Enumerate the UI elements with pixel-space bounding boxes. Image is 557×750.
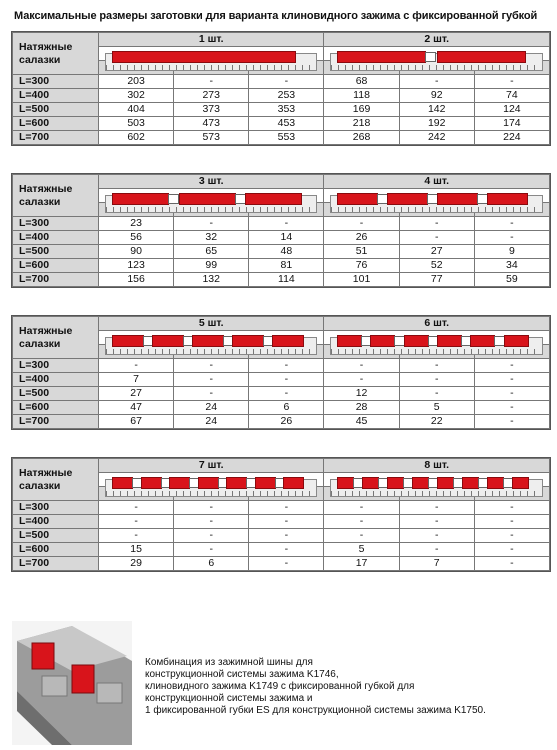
clamp-jaw <box>141 477 162 489</box>
size-table-block <box>11 173 551 288</box>
table-cell: 67 <box>99 415 174 429</box>
clamp-rail-diagram <box>105 337 317 355</box>
table-cell: 253 <box>249 89 324 103</box>
clamp-rail-diagram <box>330 479 543 497</box>
table-cell: 28 <box>324 401 399 415</box>
table-cell: - <box>474 501 549 515</box>
table-cell: - <box>474 75 549 89</box>
clamp-jaw <box>337 477 354 489</box>
size-table-block <box>11 31 551 146</box>
table-cell: - <box>399 529 474 543</box>
table-cell: - <box>249 373 324 387</box>
length-label: L=300 <box>13 217 99 231</box>
table-cell: 353 <box>249 103 324 117</box>
clamp-jaw <box>487 477 504 489</box>
table-cell: 24 <box>174 401 249 415</box>
table-cell: 47 <box>99 401 174 415</box>
table-cell: 14 <box>249 231 324 245</box>
clamp-rail-diagram <box>330 195 543 213</box>
table-cell: - <box>99 529 174 543</box>
clamp-jaw <box>169 477 190 489</box>
table-cell: 52 <box>399 259 474 273</box>
table-cell: - <box>399 359 474 373</box>
table-cell: - <box>474 415 549 429</box>
clamp-jaw <box>370 335 395 347</box>
clamp-jaw <box>112 193 169 205</box>
table-cell: 17 <box>324 557 399 571</box>
clamp-jaw <box>112 477 133 489</box>
table-cell: - <box>249 217 324 231</box>
length-label: L=500 <box>13 245 99 259</box>
length-label: L=600 <box>13 401 99 415</box>
rail-cell <box>99 47 324 61</box>
clamp-jaw <box>462 477 479 489</box>
row-header: Натяжные салазки <box>13 175 99 217</box>
table-cell: 553 <box>249 131 324 145</box>
tension-slide <box>168 194 179 204</box>
clamp-jaw <box>245 193 302 205</box>
length-label: L=700 <box>13 415 99 429</box>
table-cell: 7 <box>399 557 474 571</box>
table-cell: 6 <box>174 557 249 571</box>
table-cell: 6 <box>249 401 324 415</box>
clamp-jaw <box>152 335 184 347</box>
length-label: L=500 <box>13 387 99 401</box>
clamp-rail-diagram <box>330 53 543 71</box>
table-cell: - <box>324 515 399 529</box>
table-cell: 404 <box>99 103 174 117</box>
clamp-jaw <box>437 51 526 63</box>
clamp-jaw <box>437 477 454 489</box>
size-table-block <box>11 315 551 430</box>
table-cell: 59 <box>474 273 549 287</box>
table-cell: 7 <box>99 373 174 387</box>
length-label: L=400 <box>13 89 99 103</box>
table-cell: - <box>249 75 324 89</box>
table-cell: 169 <box>324 103 399 117</box>
table-cell: - <box>474 543 549 557</box>
clamp-jaw <box>437 193 478 205</box>
length-label: L=500 <box>13 529 99 543</box>
clamp-jaw <box>437 335 462 347</box>
count-header: 4 шт. <box>324 175 550 189</box>
table-cell: 65 <box>174 245 249 259</box>
table-cell: - <box>249 359 324 373</box>
table-cell: - <box>324 529 399 543</box>
table-cell: 22 <box>399 415 474 429</box>
table-cell: - <box>474 217 549 231</box>
table-cell: 27 <box>399 245 474 259</box>
table-cell: 156 <box>99 273 174 287</box>
table-cell: 15 <box>99 543 174 557</box>
table-cell: 132 <box>174 273 249 287</box>
table-cell: 32 <box>174 231 249 245</box>
table-cell: - <box>399 217 474 231</box>
clamp-jaw <box>198 477 219 489</box>
table-cell: 114 <box>249 273 324 287</box>
table-cell: 12 <box>324 387 399 401</box>
table-cell: - <box>399 543 474 557</box>
clamp-rail-diagram <box>105 479 317 497</box>
table-cell: 124 <box>474 103 549 117</box>
table-cell: - <box>399 373 474 387</box>
table-cell: - <box>249 557 324 571</box>
table-cell: 92 <box>399 89 474 103</box>
table-cell: 99 <box>174 259 249 273</box>
tension-slide <box>425 52 436 62</box>
table-cell: - <box>174 75 249 89</box>
clamp-jaw <box>112 335 144 347</box>
clamp-jaw <box>337 51 426 63</box>
count-header: 6 шт. <box>324 317 550 331</box>
caption-line: 1 фиксированной губки ES для конструкционной системы зажима K1750. <box>145 705 486 716</box>
table-cell: 81 <box>249 259 324 273</box>
table-cell: - <box>474 529 549 543</box>
clamp-jaw <box>412 477 429 489</box>
table-cell: 473 <box>174 117 249 131</box>
table-cell: 218 <box>324 117 399 131</box>
product-photo <box>12 621 132 745</box>
table-cell: - <box>399 501 474 515</box>
table-cell: 242 <box>399 131 474 145</box>
table-cell: - <box>249 543 324 557</box>
clamp-jaw <box>337 335 362 347</box>
length-label: L=300 <box>13 359 99 373</box>
table-cell: 101 <box>324 273 399 287</box>
clamp-jaw <box>512 477 529 489</box>
clamp-rail-diagram <box>105 53 317 71</box>
rail-cell <box>324 331 550 345</box>
clamp-jaw <box>179 193 236 205</box>
table-cell: 373 <box>174 103 249 117</box>
rail-cell <box>99 473 324 487</box>
table-cell: 142 <box>399 103 474 117</box>
table-cell: - <box>249 501 324 515</box>
table-cell: 224 <box>474 131 549 145</box>
table-cell: - <box>474 231 549 245</box>
table-cell: 123 <box>99 259 174 273</box>
count-header: 1 шт. <box>99 33 324 47</box>
table-cell: 268 <box>324 131 399 145</box>
table-cell: 24 <box>174 415 249 429</box>
caption <box>145 657 486 717</box>
table-cell: 48 <box>249 245 324 259</box>
clamp-jaw <box>337 193 378 205</box>
table-cell: 26 <box>249 415 324 429</box>
caption-line: Комбинация из зажимной шины для <box>145 657 313 668</box>
table-cell: - <box>399 515 474 529</box>
clamp-jaw <box>387 477 404 489</box>
table-cell: - <box>399 75 474 89</box>
length-label: L=400 <box>13 373 99 387</box>
row-header: Натяжные салазки <box>13 317 99 359</box>
table-cell: 68 <box>324 75 399 89</box>
table-cell: - <box>324 501 399 515</box>
table-cell: - <box>174 501 249 515</box>
count-header: 7 шт. <box>99 459 324 473</box>
clamp-jaw <box>504 335 529 347</box>
table-cell: - <box>474 557 549 571</box>
clamp-jaw <box>232 335 264 347</box>
table-cell: - <box>174 387 249 401</box>
caption-line: конструкционной системы зажима и <box>145 693 313 704</box>
caption-line: конструкционной системы зажима K1746, <box>145 669 339 680</box>
length-label: L=300 <box>13 75 99 89</box>
clamp-jaw <box>192 335 224 347</box>
count-header: 2 шт. <box>324 33 550 47</box>
clamp-jaw <box>112 51 296 63</box>
table-cell: 118 <box>324 89 399 103</box>
table-cell: 56 <box>99 231 174 245</box>
table-cell: 23 <box>99 217 174 231</box>
count-header: 8 шт. <box>324 459 550 473</box>
table-cell: - <box>474 387 549 401</box>
table-cell: 302 <box>99 89 174 103</box>
table-cell: - <box>249 529 324 543</box>
table-cell: - <box>324 359 399 373</box>
caption-line: клиновидного зажима K1749 с фиксированной губкой для <box>145 681 415 692</box>
table-cell: - <box>174 217 249 231</box>
length-label: L=700 <box>13 557 99 571</box>
table-cell: - <box>474 515 549 529</box>
row-header: Натяжные салазки <box>13 33 99 75</box>
table-cell: - <box>99 515 174 529</box>
table-cell: - <box>174 529 249 543</box>
table-cell: - <box>174 373 249 387</box>
table-cell: 77 <box>399 273 474 287</box>
table-cell: 453 <box>249 117 324 131</box>
length-label: L=400 <box>13 231 99 245</box>
table-cell: - <box>174 515 249 529</box>
clamp-jaw <box>226 477 247 489</box>
table-cell: 29 <box>99 557 174 571</box>
clamp-jaw <box>470 335 495 347</box>
table-cell: - <box>474 359 549 373</box>
table-cell: - <box>174 543 249 557</box>
table-cell: 27 <box>99 387 174 401</box>
table-cell: 34 <box>474 259 549 273</box>
length-label: L=600 <box>13 543 99 557</box>
table-cell: - <box>99 501 174 515</box>
length-label: L=700 <box>13 273 99 287</box>
table-cell: - <box>174 359 249 373</box>
table-cell: - <box>324 217 399 231</box>
length-label: L=700 <box>13 131 99 145</box>
rail-cell <box>324 189 550 203</box>
table-cell: 503 <box>99 117 174 131</box>
table-cell: 45 <box>324 415 399 429</box>
table-cell: 174 <box>474 117 549 131</box>
table-cell: - <box>474 373 549 387</box>
table-cell: - <box>399 231 474 245</box>
table-cell: 51 <box>324 245 399 259</box>
clamp-jaw <box>255 477 276 489</box>
table-cell: 74 <box>474 89 549 103</box>
table-cell: - <box>399 387 474 401</box>
table-cell: - <box>324 373 399 387</box>
clamp-jaw <box>487 193 528 205</box>
clamp-jaw <box>387 193 428 205</box>
table-cell: 9 <box>474 245 549 259</box>
table-cell: - <box>99 359 174 373</box>
size-table-block <box>11 457 551 572</box>
table-cell: 203 <box>99 75 174 89</box>
page-title: Максимальные размеры заготовки для варианта клиновидного зажима с фиксированной губкой <box>14 10 538 22</box>
rail-cell <box>324 47 550 61</box>
rail-cell <box>99 189 324 203</box>
row-header: Натяжные салазки <box>13 459 99 501</box>
length-label: L=500 <box>13 103 99 117</box>
clamp-jaw <box>404 335 429 347</box>
clamp-jaw <box>272 335 304 347</box>
length-label: L=600 <box>13 259 99 273</box>
table-cell: 273 <box>174 89 249 103</box>
table-cell: 90 <box>99 245 174 259</box>
table-cell: 76 <box>324 259 399 273</box>
count-header: 3 шт. <box>99 175 324 189</box>
rail-cell <box>324 473 550 487</box>
table-cell: 26 <box>324 231 399 245</box>
length-label: L=300 <box>13 501 99 515</box>
rail-cell <box>99 331 324 345</box>
length-label: L=600 <box>13 117 99 131</box>
length-label: L=400 <box>13 515 99 529</box>
count-header: 5 шт. <box>99 317 324 331</box>
table-cell: 573 <box>174 131 249 145</box>
table-cell: - <box>249 387 324 401</box>
table-cell: - <box>249 515 324 529</box>
clamp-rail-diagram <box>105 195 317 213</box>
table-cell: 602 <box>99 131 174 145</box>
table-cell: - <box>474 401 549 415</box>
table-cell: 5 <box>324 543 399 557</box>
table-cell: 192 <box>399 117 474 131</box>
clamp-rail-diagram <box>330 337 543 355</box>
table-cell: 5 <box>399 401 474 415</box>
clamp-jaw <box>283 477 304 489</box>
clamp-jaw <box>362 477 379 489</box>
